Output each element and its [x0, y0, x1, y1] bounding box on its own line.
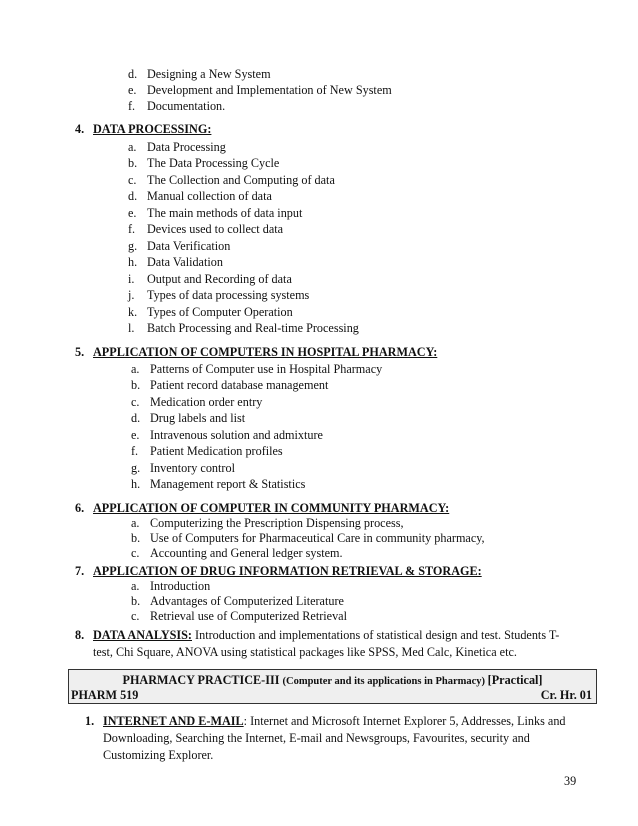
list-item: j. Types of data processing systems	[128, 288, 310, 302]
course-title: PHARMACY PRACTICE-III (Computer and its applications in Pharmacy) [Practical]	[122, 673, 543, 687]
list-item: e. The main methods of data input	[128, 206, 303, 220]
list-item: a. Computerizing the Prescription Dispensing process,	[131, 516, 404, 530]
list-item: c. Retrieval use of Computerized Retrieval	[131, 609, 347, 623]
credit-hours: Cr. Hr. 01	[540, 688, 592, 702]
section-heading: 5. APPLICATION OF COMPUTERS IN HOSPITAL PHARMACY:	[75, 345, 438, 359]
list-item: a. Introduction	[131, 579, 211, 593]
list-item: f. Documentation.	[128, 99, 226, 113]
list-item: k. Types of Computer Operation	[128, 305, 293, 319]
internet-email-paragraph: 1. INTERNET AND E-MAIL: Internet and Microsoft Internet Explorer 5, Addresses, Links and Downloading, Searching the Internet, E-mail and Newsgroups, Favourites, security and Customizing Explorer.	[85, 714, 566, 762]
section-heading: 6. APPLICATION OF COMPUTER IN COMMUNITY PHARMACY:	[75, 501, 450, 515]
list-item: h. Management report & Statistics	[131, 477, 306, 491]
list-item: i. Output and Recording of data	[128, 272, 292, 286]
data-analysis-paragraph: 8. DATA ANALYSIS: Introduction and implementations of statistical design and test. Students T- test, Chi Square, ANOVA using statistical packages like SPSS, Med Calc, Kinetica etc.	[75, 628, 560, 659]
section-heading: 4. DATA PROCESSING:	[75, 122, 212, 136]
list-item: g. Data Verification	[128, 239, 231, 253]
list-item: e. Intravenous solution and admixture	[131, 428, 323, 442]
list-item: b. Patient record database management	[131, 378, 329, 392]
list-item: c. The Collection and Computing of data	[128, 173, 335, 187]
list-item: g. Inventory control	[131, 461, 235, 475]
list-item: h. Data Validation	[128, 255, 223, 269]
list-item: b. The Data Processing Cycle	[128, 156, 280, 170]
page-number: 39	[564, 774, 577, 788]
list-item: c. Medication order entry	[131, 395, 263, 409]
course-code: PHARM 519	[71, 688, 139, 702]
list-item: b. Advantages of Computerized Literature	[131, 594, 344, 608]
course-title-box	[68, 669, 597, 704]
list-item: c. Accounting and General ledger system.	[131, 546, 343, 560]
list-item: e. Development and Implementation of New System	[128, 83, 392, 97]
list-item: b. Use of Computers for Pharmaceutical Care in community pharmacy,	[131, 531, 485, 545]
list-item: d. Designing a New System	[128, 67, 271, 81]
list-item: f. Devices used to collect data	[128, 222, 284, 236]
list-item: a. Data Processing	[128, 140, 226, 154]
list-item: d. Manual collection of data	[128, 189, 272, 203]
list-item: a. Patterns of Computer use in Hospital Pharmacy	[131, 362, 383, 376]
list-item: f. Patient Medication profiles	[131, 444, 283, 458]
section-heading: 7. APPLICATION OF DRUG INFORMATION RETRIEVAL & STORAGE:	[75, 564, 482, 578]
list-item: l. Batch Processing and Real-time Processing	[128, 321, 359, 335]
list-item: d. Drug labels and list	[131, 411, 246, 425]
